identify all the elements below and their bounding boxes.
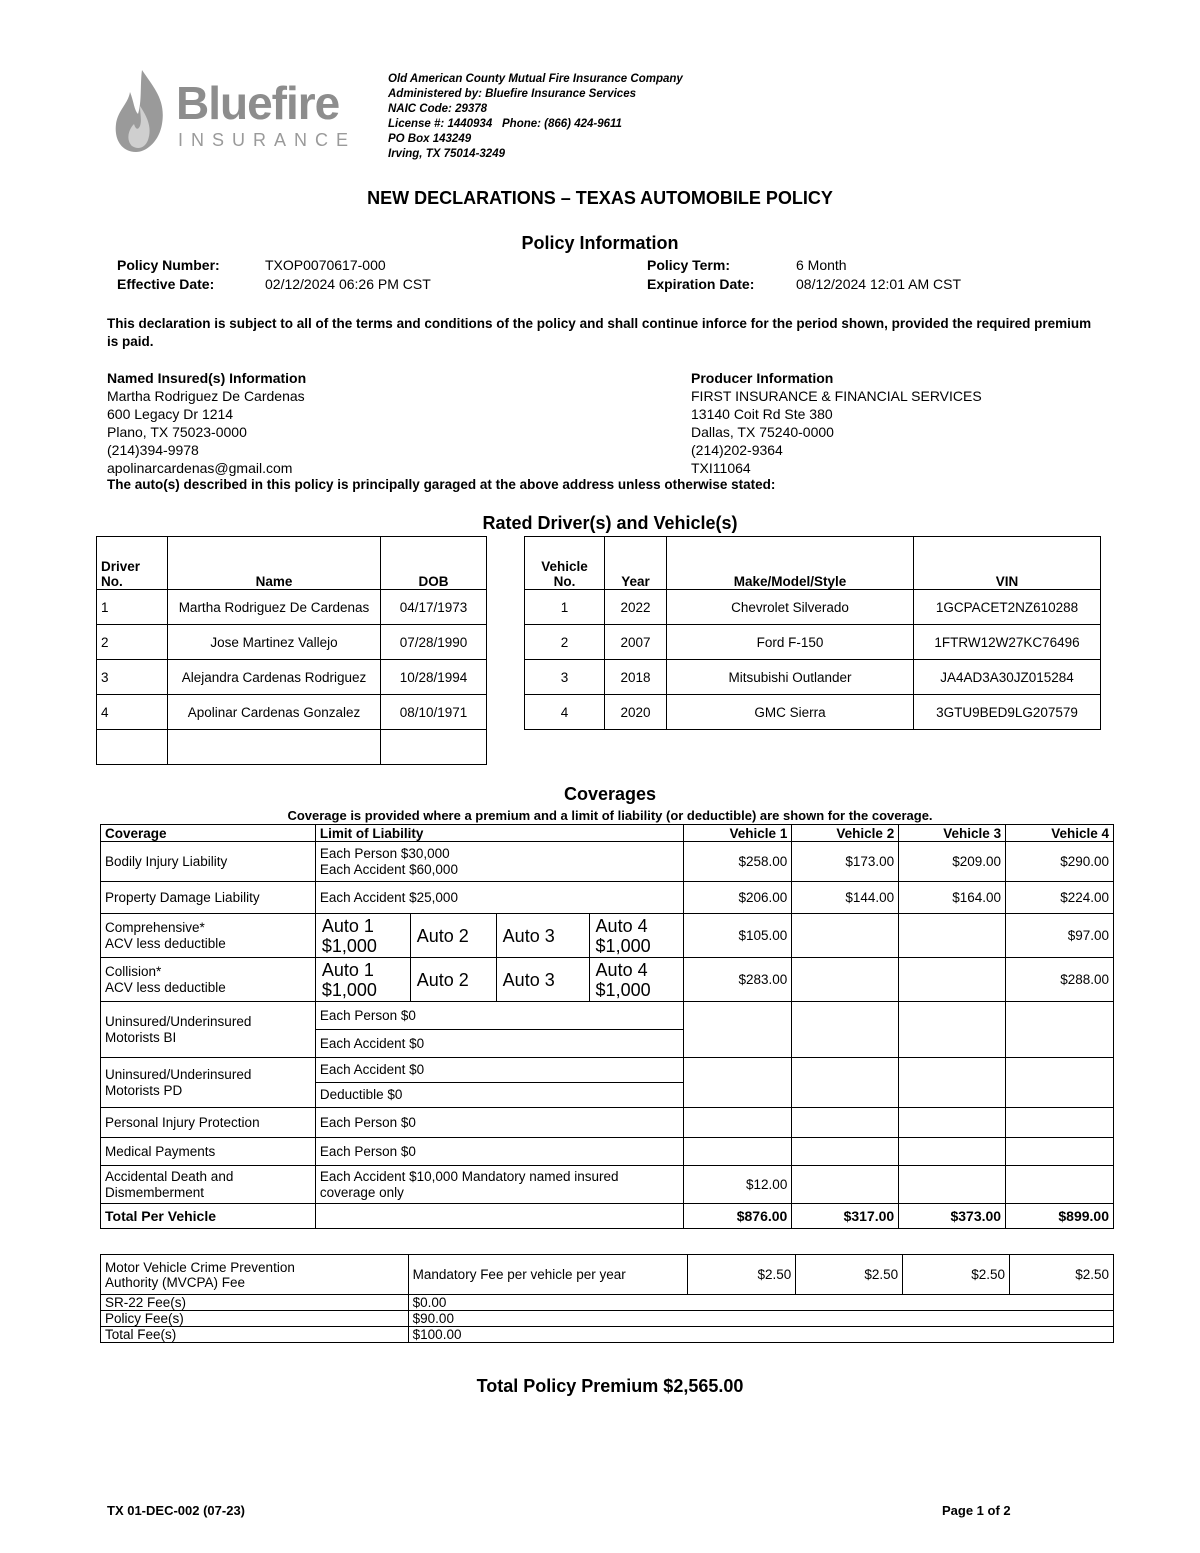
premium-v2: $144.00 <box>792 882 899 914</box>
coverage-limit: Each Accident $25,000 <box>315 882 684 914</box>
comprehensive-row <box>101 914 1114 958</box>
total-v3: $373.00 <box>899 1204 1006 1229</box>
table-row <box>97 625 487 660</box>
premium-v3 <box>899 1108 1006 1138</box>
coverage-label: Comprehensive* ACV less deductible <box>101 914 316 958</box>
driver-no-header: Driver No. <box>97 537 168 590</box>
table-row <box>97 590 487 625</box>
driver-dob: 08/10/1971 <box>381 695 487 730</box>
total-v2: $317.00 <box>792 1204 899 1229</box>
table-row-empty <box>97 730 487 765</box>
table-row <box>525 695 1101 730</box>
policy-info-left <box>117 256 431 294</box>
producer-code: TXI11064 <box>691 460 751 476</box>
policy-fee-row <box>101 1311 1114 1327</box>
premium-v1 <box>684 1138 792 1166</box>
vehicle-make: GMC Sierra <box>667 695 914 730</box>
page-number: Page 1 of 2 <box>942 1503 1011 1518</box>
premium-v4 <box>1006 1166 1114 1204</box>
fee-v4: $2.50 <box>1010 1255 1114 1295</box>
coverage-limit: Each Person $0 <box>315 1108 684 1138</box>
fee-label: Motor Vehicle Crime Prevention Authority (MVCPA) Fee <box>101 1255 409 1295</box>
coverage-label: Collision* ACV less deductible <box>101 958 316 1002</box>
driver-dob: 07/28/1990 <box>381 625 487 660</box>
vehicle-year: 2020 <box>605 695 667 730</box>
auto-1-deductible: Auto 1 $1,000 <box>315 958 410 1002</box>
vehicle-no: 2 <box>525 625 605 660</box>
premium-v3 <box>899 1166 1006 1204</box>
coverage-label: Bodily Injury Liability <box>101 842 316 882</box>
coverages-table <box>100 824 1114 1229</box>
producer-name: FIRST INSURANCE & FINANCIAL SERVICES <box>691 388 982 404</box>
named-insured-block <box>107 369 306 477</box>
auto-4-deductible: Auto 4 $1,000 <box>589 958 684 1002</box>
coverage-label: Uninsured/Underinsured Motorists BI <box>101 1002 316 1058</box>
driver-no: 3 <box>97 660 168 695</box>
premium-v4 <box>1006 1138 1114 1166</box>
empty-cell <box>97 730 168 765</box>
vehicle-vin-header: VIN <box>914 537 1101 590</box>
premium-v4: $290.00 <box>1006 842 1114 882</box>
driver-name-header: Name <box>168 537 381 590</box>
coverage-label: Medical Payments <box>101 1138 316 1166</box>
premium-v2 <box>792 1108 899 1138</box>
coverage-label: Personal Injury Protection <box>101 1108 316 1138</box>
property-damage-row <box>101 882 1114 914</box>
vehicle-make: Ford F-150 <box>667 625 914 660</box>
vehicle-vin: 1GCPACET2NZ610288 <box>914 590 1101 625</box>
vehicle-no: 3 <box>525 660 605 695</box>
driver-name: Jose Martinez Vallejo <box>168 625 381 660</box>
logo-tagline: INSURANCE <box>178 130 357 150</box>
empty-cell <box>381 730 487 765</box>
policy-number-label: Policy Number: <box>117 257 220 273</box>
vehicle-year-header: Year <box>605 537 667 590</box>
form-identifier: TX 01-DEC-002 (07-23) <box>107 1503 245 1518</box>
vehicles-header-row <box>525 537 1101 590</box>
coverages-header-row <box>101 825 1114 842</box>
driver-dob-header: DOB <box>381 537 487 590</box>
policy-info-right <box>647 256 961 294</box>
drivers-header-row <box>97 537 487 590</box>
coverage-limit: Each Accident $0 <box>315 1030 684 1058</box>
bluefire-logo <box>112 66 362 156</box>
table-row <box>525 660 1101 695</box>
driver-no: 4 <box>97 695 168 730</box>
insured-heading: Named Insured(s) Information <box>107 370 307 386</box>
limit-header: Limit of Liability <box>315 825 684 842</box>
fee-label: Total Fee(s) <box>101 1327 409 1343</box>
insured-phone: (214)394-9978 <box>107 442 199 458</box>
empty-cell <box>168 730 381 765</box>
coverage-label: Uninsured/Underinsured Motorists PD <box>101 1058 316 1108</box>
table-row <box>525 625 1101 660</box>
premium-v1: $105.00 <box>684 914 792 958</box>
auto-2-deductible: Auto 2 <box>410 914 496 958</box>
vehicle-3-header: Vehicle 3 <box>899 825 1006 842</box>
premium-v4 <box>1006 1058 1114 1108</box>
sr22-fee-row <box>101 1295 1114 1311</box>
premium-v2 <box>792 914 899 958</box>
table-row <box>97 695 487 730</box>
driver-name: Alejandra Cardenas Rodriguez <box>168 660 381 695</box>
coverages-subheading: Coverage is provided where a premium and a limit of liability (or deductible) are shown for the coverage. <box>287 808 933 823</box>
total-policy-premium: Total Policy Premium $2,565.00 <box>476 1376 744 1396</box>
declaration-disclaimer: This declaration is subject to all of the terms and conditions of the policy and shall continue inforce for the period shown, provided the required premium is paid. <box>107 316 1092 349</box>
carrier-name: Old American County Mutual Fire Insurance Company <box>388 73 683 85</box>
fees-table <box>100 1254 1114 1343</box>
fee-v2: $2.50 <box>796 1255 903 1295</box>
vehicle-year: 2022 <box>605 590 667 625</box>
fee-value: $0.00 <box>408 1295 1113 1311</box>
garaging-note: The auto(s) described in this policy is principally garaged at the above address unless otherwise stated: <box>107 477 776 492</box>
vehicles-table <box>524 536 1101 730</box>
premium-v1: $206.00 <box>684 882 792 914</box>
vehicle-make: Chevrolet Silverado <box>667 590 914 625</box>
coverage-header: Coverage <box>101 825 316 842</box>
auto-3-deductible: Auto 3 <box>496 958 589 1002</box>
premium-v4: $288.00 <box>1006 958 1114 1002</box>
table-row <box>97 660 487 695</box>
medical-payments-row <box>101 1138 1114 1166</box>
premium-v2 <box>792 1138 899 1166</box>
license-number: License #: 1440934 <box>388 118 493 130</box>
total-fee-row <box>101 1327 1114 1343</box>
vehicle-no-header: Vehicle No. <box>525 537 605 590</box>
drivers-table <box>96 536 487 765</box>
premium-v1: $283.00 <box>684 958 792 1002</box>
vehicle-vin: JA4AD3A30JZ015284 <box>914 660 1101 695</box>
vehicle-no: 1 <box>525 590 605 625</box>
vehicle-make-header: Make/Model/Style <box>667 537 914 590</box>
insured-address-line1: 600 Legacy Dr 1214 <box>107 406 234 422</box>
carrier-city: Irving, TX 75014-3249 <box>388 148 505 160</box>
coverage-limit: Each Accident $0 <box>315 1058 684 1083</box>
total-v1: $876.00 <box>684 1204 792 1229</box>
expiration-date-label: Expiration Date: <box>647 276 755 292</box>
pip-row <box>101 1108 1114 1138</box>
fee-value: $90.00 <box>408 1311 1113 1327</box>
premium-v4 <box>1006 1108 1114 1138</box>
premium-v3 <box>899 1002 1006 1058</box>
premium-v3: $164.00 <box>899 882 1006 914</box>
vehicle-2-header: Vehicle 2 <box>792 825 899 842</box>
naic-code: NAIC Code: 29378 <box>388 103 488 115</box>
insured-address-line2: Plano, TX 75023-0000 <box>107 424 247 440</box>
auto-3-deductible: Auto 3 <box>496 914 589 958</box>
premium-v4: $97.00 <box>1006 914 1114 958</box>
premium-v1: $12.00 <box>684 1166 792 1204</box>
fee-v3: $2.50 <box>903 1255 1010 1295</box>
coverages-heading: Coverages <box>563 784 657 804</box>
policy-number: TXOP0070617-000 <box>265 257 386 273</box>
fee-label: SR-22 Fee(s) <box>101 1295 409 1311</box>
premium-v4: $224.00 <box>1006 882 1114 914</box>
flame-icon <box>112 66 168 156</box>
premium-v3 <box>899 914 1006 958</box>
coverage-limit: Each Person $0 <box>315 1138 684 1166</box>
producer-phone: (214)202-9364 <box>691 442 783 458</box>
total-v4: $899.00 <box>1006 1204 1114 1229</box>
logo-brand: Bluefire <box>176 77 340 129</box>
insured-email: apolinarcardenas@gmail.com <box>107 460 293 476</box>
vehicle-no: 4 <box>525 695 605 730</box>
carrier-po-box: PO Box 143249 <box>388 133 472 145</box>
premium-v2 <box>792 958 899 1002</box>
um-pd-row <box>101 1058 1114 1083</box>
vehicle-vin: 3GTU9BED9LG207579 <box>914 695 1101 730</box>
premium-v3: $209.00 <box>899 842 1006 882</box>
premium-v1: $258.00 <box>684 842 792 882</box>
effective-date: 02/12/2024 06:26 PM CST <box>265 276 431 292</box>
expiration-date: 08/12/2024 12:01 AM CST <box>796 276 961 292</box>
policy-term-label: Policy Term: <box>647 257 730 273</box>
rated-drivers-vehicles-heading: Rated Driver(s) and Vehicle(s) <box>482 513 738 533</box>
driver-dob: 10/28/1994 <box>381 660 487 695</box>
driver-name: Apolinar Cardenas Gonzalez <box>168 695 381 730</box>
premium-v2 <box>792 1002 899 1058</box>
policy-information-heading: Policy Information <box>521 233 679 253</box>
driver-dob: 04/17/1973 <box>381 590 487 625</box>
fee-v1: $2.50 <box>688 1255 796 1295</box>
auto-2-deductible: Auto 2 <box>410 958 496 1002</box>
insured-name: Martha Rodriguez De Cardenas <box>107 388 305 404</box>
policy-term: 6 Month <box>796 257 847 273</box>
premium-v3 <box>899 958 1006 1002</box>
driver-no: 2 <box>97 625 168 660</box>
administrator: Administered by: Bluefire Insurance Services <box>388 88 636 100</box>
document-title: NEW DECLARATIONS – TEXAS AUTOMOBILE POLICY <box>367 188 833 208</box>
premium-v1 <box>684 1002 792 1058</box>
carrier-phone: Phone: (866) 424-9611 <box>502 118 622 130</box>
auto-4-deductible: Auto 4 $1,000 <box>589 914 684 958</box>
producer-block <box>691 369 982 477</box>
producer-address-line2: Dallas, TX 75240-0000 <box>691 424 834 440</box>
coverage-limit: Each Person $0 <box>315 1002 684 1030</box>
vehicle-4-header: Vehicle 4 <box>1006 825 1114 842</box>
auto-1-deductible: Auto 1 $1,000 <box>315 914 410 958</box>
premium-v2 <box>792 1166 899 1204</box>
vehicle-year: 2018 <box>605 660 667 695</box>
premium-v2 <box>792 1058 899 1108</box>
vehicle-year: 2007 <box>605 625 667 660</box>
driver-name: Martha Rodriguez De Cardenas <box>168 590 381 625</box>
premium-v3 <box>899 1058 1006 1108</box>
um-bi-row <box>101 1002 1114 1030</box>
coverage-limit: Each Person $30,000 Each Accident $60,000 <box>315 842 684 882</box>
carrier-info <box>388 72 683 162</box>
vehicle-make: Mitsubishi Outlander <box>667 660 914 695</box>
premium-v3 <box>899 1138 1006 1166</box>
premium-v1 <box>684 1108 792 1138</box>
coverage-label: Total Per Vehicle <box>101 1204 316 1229</box>
coverage-label: Property Damage Liability <box>101 882 316 914</box>
effective-date-label: Effective Date: <box>117 276 215 292</box>
fee-label: Policy Fee(s) <box>101 1311 409 1327</box>
premium-v2: $173.00 <box>792 842 899 882</box>
producer-address-line1: 13140 Coit Rd Ste 380 <box>691 406 833 422</box>
premium-v1 <box>684 1058 792 1108</box>
collision-row <box>101 958 1114 1002</box>
mvcpa-fee-row <box>101 1255 1114 1295</box>
premium-v4 <box>1006 1002 1114 1058</box>
bodily-injury-row <box>101 842 1114 882</box>
fee-value: $100.00 <box>408 1327 1113 1343</box>
coverage-limit: Each Accident $10,000 Mandatory named insured coverage only <box>315 1166 684 1204</box>
add-row <box>101 1166 1114 1204</box>
vehicle-vin: 1FTRW12W27KC76496 <box>914 625 1101 660</box>
fee-description: Mandatory Fee per vehicle per year <box>408 1255 688 1295</box>
coverage-label: Accidental Death and Dismemberment <box>101 1166 316 1204</box>
coverage-limit <box>315 1204 684 1229</box>
table-row <box>525 590 1101 625</box>
total-per-vehicle-row <box>101 1204 1114 1229</box>
producer-heading: Producer Information <box>691 370 834 386</box>
driver-no: 1 <box>97 590 168 625</box>
coverage-limit: Deductible $0 <box>315 1083 684 1108</box>
vehicle-1-header: Vehicle 1 <box>684 825 792 842</box>
